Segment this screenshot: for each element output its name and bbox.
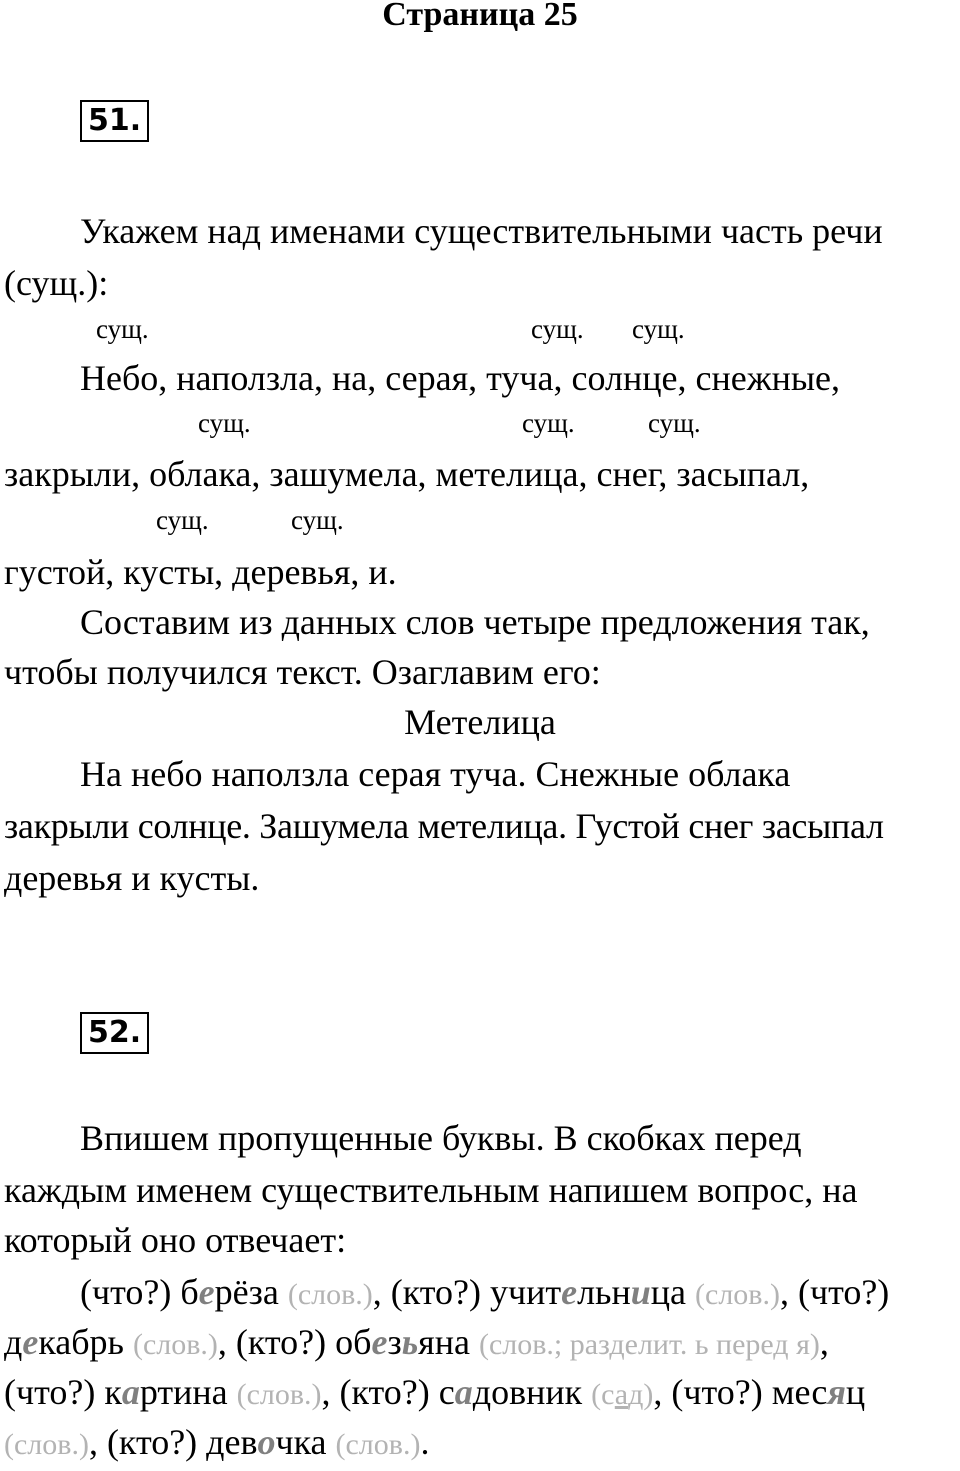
- word-devochka: девочка: [206, 1422, 327, 1462]
- answer-line-1: (что?) берёза (слов.), (кто?) учительница (слов.), (что?): [80, 1272, 890, 1312]
- task51-text-line1: На небо наползла серая туча. Снежные облака: [80, 754, 791, 794]
- pos-tag: сущ.: [96, 314, 149, 344]
- word-obezyana: обезьяна: [335, 1322, 470, 1362]
- pos-tag: сущ.: [291, 505, 344, 535]
- pos-tag: сущ.: [198, 408, 251, 438]
- hint-separator: (слов.; разделит. ь перед я): [478, 1328, 820, 1361]
- word-uchitelnitsa: учительница: [490, 1272, 687, 1312]
- task52-intro-line3: который оно отвечает:: [4, 1220, 347, 1260]
- hint-vocab: (слов.): [335, 1428, 421, 1461]
- task51-text-line3: деревья и кусты.: [4, 858, 260, 898]
- task-number-52: 52.: [80, 1012, 149, 1054]
- hint-root-check: (сад): [591, 1378, 654, 1411]
- task51-words-line1: Небо, наползла, на, серая, туча, солнце, снежные,: [80, 358, 841, 398]
- word-dekabr: декабрь: [4, 1322, 124, 1362]
- task52-intro-line1: Впишем пропущенные буквы. В скобках перед: [80, 1118, 802, 1158]
- word-mesyats: месяц: [771, 1372, 866, 1412]
- answer-line-3: (что?) картина (слов.), (кто?) садовник (сад), (что?) месяц: [4, 1372, 866, 1412]
- task51-task-line1: Составим из данных слов четыре предложения так,: [80, 602, 870, 642]
- task52-intro-line2: каждым именем существительным напишем вопрос, на: [4, 1170, 858, 1210]
- task51-intro-line2: (сущ.):: [4, 263, 109, 303]
- task-number-52-label: 52: [88, 1015, 130, 1050]
- word-kartina: картина: [104, 1372, 228, 1412]
- task-number-51-label: 51: [88, 103, 130, 138]
- page-title: Страница 25: [382, 0, 578, 33]
- task51-words-line2: закрыли, облака, зашумела, метелица, снег, засыпал,: [4, 454, 810, 494]
- pos-tag: сущ.: [522, 408, 575, 438]
- pos-tag: сущ.: [648, 408, 701, 438]
- pos-tag: сущ.: [156, 505, 209, 535]
- hint-vocab: (слов.): [4, 1428, 89, 1461]
- hint-vocab: (слов.): [236, 1378, 322, 1411]
- task-number-51: 51.: [80, 100, 149, 142]
- pos-tag: сущ.: [632, 314, 685, 344]
- hint-vocab: (слов.): [695, 1278, 780, 1311]
- task51-words-line3: густой, кусты, деревья, и.: [4, 552, 397, 592]
- word-bereza: берёза: [180, 1272, 279, 1312]
- task51-intro-line1: Укажем над именами существительными часть речи: [80, 211, 883, 251]
- pos-tag: сущ.: [531, 314, 584, 344]
- task51-text-title: Метелица: [404, 702, 556, 742]
- hint-vocab: (слов.): [132, 1328, 218, 1361]
- task51-text-line2: закрыли солнце. Зашумела метелица. Густой снег засыпал: [4, 806, 884, 846]
- task51-task-line2: чтобы получился текст. Озаглавим его:: [4, 652, 601, 692]
- answer-line-2: декабрь (слов.), (кто?) обезьяна (слов.; разделит. ь перед я),: [4, 1322, 829, 1362]
- hint-vocab: (слов.): [287, 1278, 373, 1311]
- word-sadovnik: садовник: [438, 1372, 583, 1412]
- answer-line-4: (слов.), (кто?) девочка (слов.).: [4, 1422, 430, 1462]
